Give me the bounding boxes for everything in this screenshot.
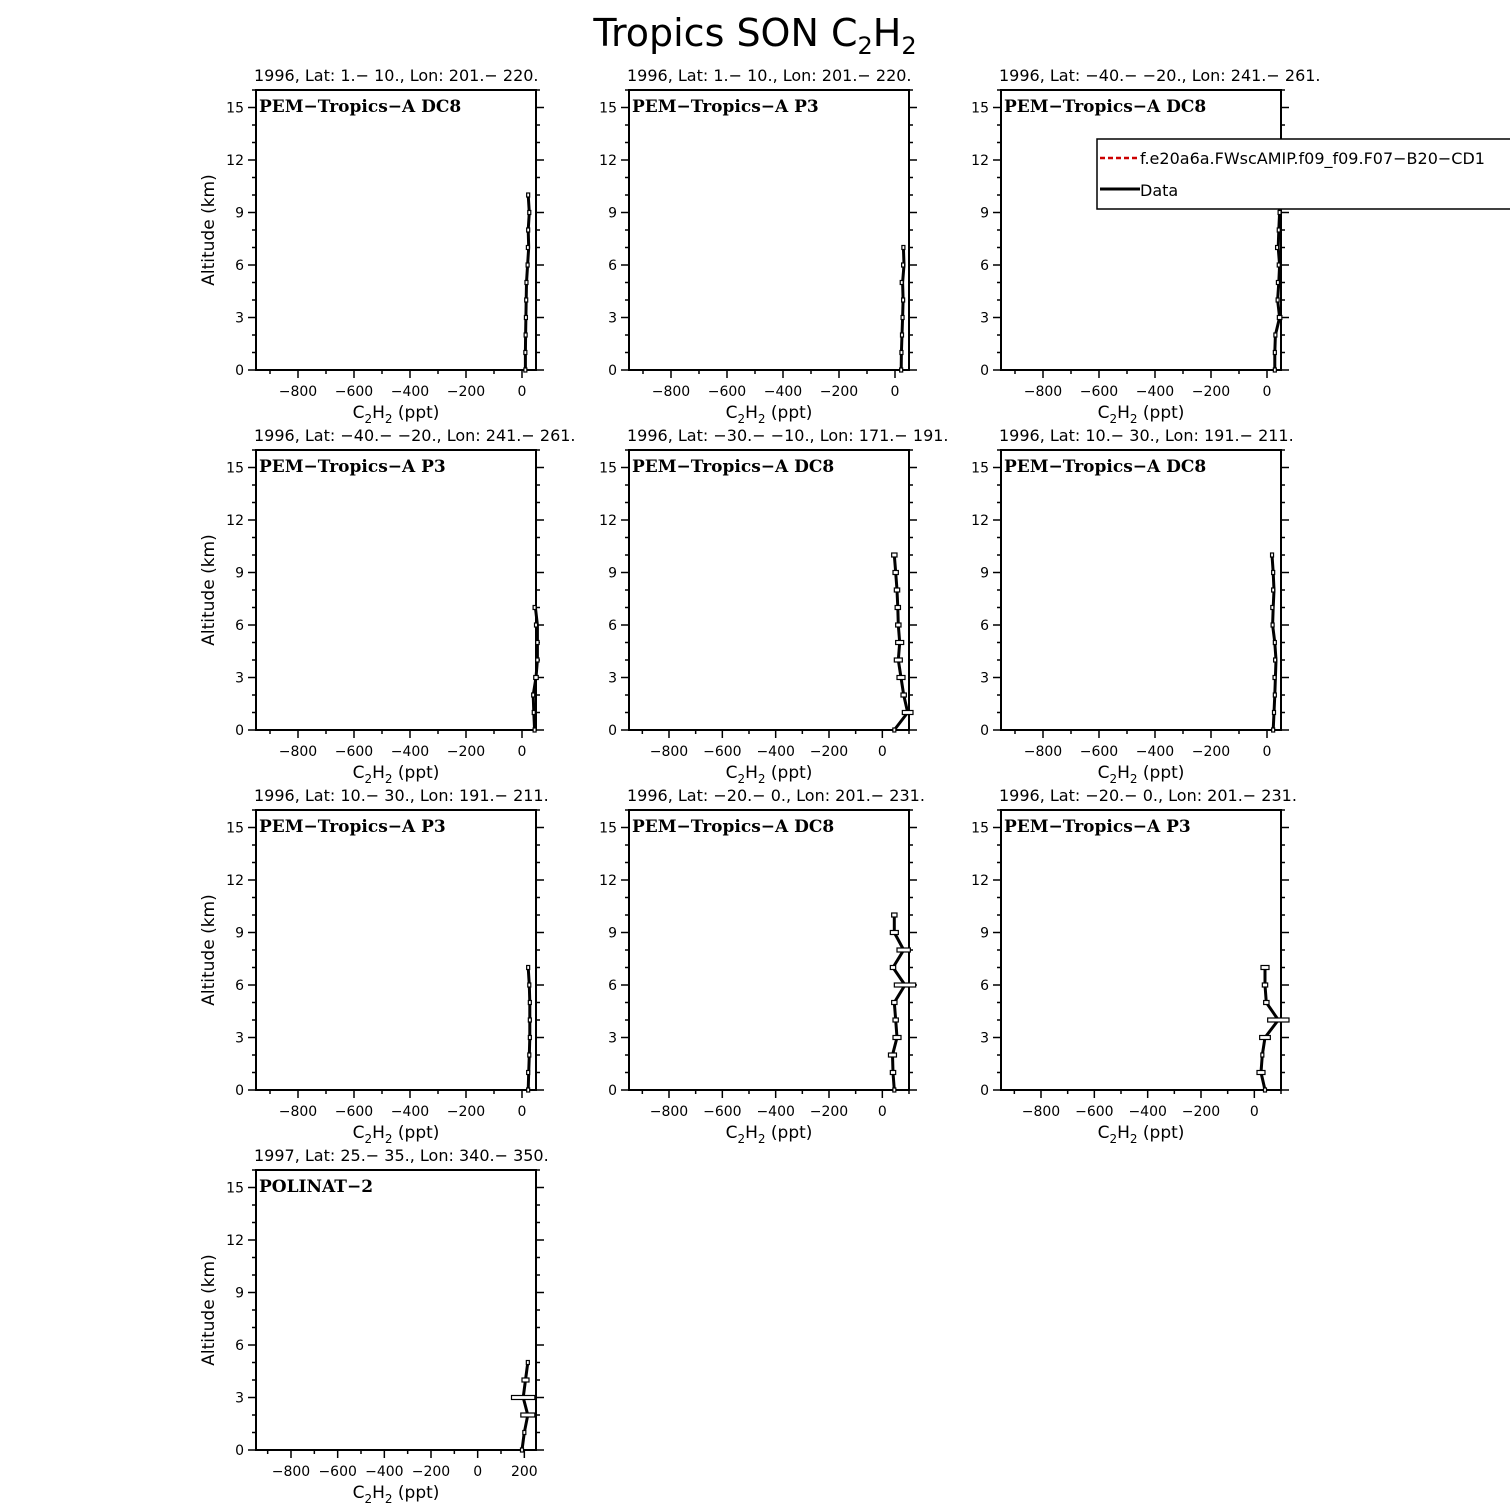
y-tick-label: 0 [608, 723, 617, 739]
x-tick-label: −600 [318, 1464, 357, 1480]
plot-frame [256, 450, 536, 730]
y-axis-label: Altitude (km) [199, 174, 219, 286]
x-tick-label: −200 [1191, 744, 1231, 760]
data-point [893, 1036, 901, 1040]
y-tick-label: 9 [235, 1285, 244, 1302]
data-point [523, 1431, 526, 1435]
x-tick-label: −200 [819, 384, 859, 400]
y-tick-label: 15 [971, 820, 989, 837]
panel-8 [599, 786, 925, 1146]
data-point [901, 333, 904, 337]
x-tick-label: 0 [517, 1104, 527, 1120]
data-point [893, 1018, 898, 1022]
x-tick-label: −800 [649, 1104, 689, 1120]
data-point [890, 931, 898, 935]
data-point [534, 676, 538, 680]
y-tick-label: 12 [226, 513, 244, 529]
y-tick-label: 12 [599, 513, 617, 529]
plot-frame [256, 1170, 536, 1450]
data-point [895, 606, 900, 610]
data-point [535, 623, 538, 627]
y-tick-label: 15 [226, 820, 244, 837]
panel-title: 1996, Lat: 10.− 30., Lon: 191.− 211. [999, 426, 1294, 445]
panel-9 [971, 786, 1297, 1146]
data-point [528, 1001, 531, 1005]
data-point [521, 1413, 535, 1417]
x-tick-label: −400 [756, 744, 795, 760]
x-tick-label: −200 [446, 384, 486, 400]
y-tick-label: 0 [235, 1083, 244, 1099]
panel-title: 1996, Lat: −40.− −20., Lon: 241.− 261. [999, 66, 1321, 85]
x-axis-label: $C_2H_2$ (ppt) [725, 763, 813, 786]
y-tick-label: 6 [235, 618, 244, 634]
data-point [525, 298, 528, 302]
y-tick-label: 9 [235, 205, 244, 222]
data-point [1276, 298, 1279, 302]
x-tick-label: −400 [390, 744, 430, 760]
data-point [536, 641, 539, 645]
y-tick-label: 0 [235, 1443, 244, 1459]
x-axis-label: $C_2H_2$ (ppt) [1097, 403, 1185, 426]
y-tick-label: 6 [980, 618, 989, 634]
data-point [528, 211, 531, 215]
campaign-label: PEM−Tropics−A P3 [259, 457, 446, 477]
data-point [524, 351, 527, 355]
y-axis-label: Altitude (km) [199, 1254, 219, 1366]
data-point [1277, 263, 1280, 267]
x-tick-label: −600 [703, 744, 742, 760]
data-point [528, 1036, 531, 1040]
data-point [897, 676, 905, 680]
data-point [1261, 966, 1269, 970]
data-point [893, 728, 896, 732]
data-point [892, 553, 897, 557]
x-axis-label: $C_2H_2$ (ppt) [352, 763, 440, 786]
x-tick-label: −200 [1191, 384, 1231, 400]
y-tick-label: 6 [980, 978, 989, 994]
data-point [521, 1448, 524, 1452]
data-point [1277, 228, 1280, 232]
x-tick-label: −800 [278, 1104, 318, 1120]
data-point [1264, 1001, 1269, 1005]
y-tick-label: 0 [980, 363, 989, 379]
data-point [902, 298, 905, 302]
panel-title: 1996, Lat: −30.− −10., Lon: 171.− 191. [627, 426, 949, 445]
data-point [1271, 606, 1274, 610]
plot-frame [629, 90, 909, 370]
y-tick-label: 9 [608, 565, 617, 582]
data-point [1277, 316, 1281, 320]
data-point [527, 1071, 530, 1075]
data-point [512, 1396, 535, 1400]
plot-frame [629, 450, 909, 730]
y-tick-label: 3 [608, 310, 617, 327]
data-point [892, 913, 897, 917]
data-point [527, 966, 530, 970]
plot-frame [256, 90, 536, 370]
panel-4 [199, 426, 576, 786]
x-axis-label: $C_2H_2$ (ppt) [352, 1123, 440, 1146]
data-point [888, 1053, 896, 1057]
data-point [532, 693, 535, 697]
data-point [527, 228, 530, 232]
data-point [528, 1053, 531, 1057]
data-point [892, 1001, 897, 1005]
y-tick-label: 3 [608, 1030, 617, 1047]
legend [1097, 139, 1510, 209]
campaign-label: PEM−Tropics−A P3 [1004, 817, 1191, 837]
x-tick-label: 200 [510, 1464, 538, 1480]
y-tick-label: 6 [235, 258, 244, 274]
x-tick-label: 0 [890, 384, 900, 400]
campaign-label: PEM−Tropics−A P3 [632, 97, 819, 117]
data-point [897, 948, 910, 952]
data-point [524, 368, 527, 372]
data-point [894, 983, 915, 987]
data-point [1272, 728, 1275, 732]
y-tick-label: 3 [608, 670, 617, 687]
y-tick-label: 12 [971, 153, 989, 169]
x-tick-label: −800 [278, 744, 318, 760]
x-tick-label: 0 [517, 744, 527, 760]
x-tick-label: −200 [809, 1104, 849, 1120]
x-tick-label: −200 [809, 744, 849, 760]
campaign-label: PEM−Tropics−A DC8 [632, 817, 835, 837]
data-point [522, 1378, 529, 1382]
y-tick-label: 15 [599, 100, 617, 117]
y-tick-label: 12 [226, 153, 244, 169]
panel-5 [599, 426, 948, 786]
panel-title: 1996, Lat: 10.− 30., Lon: 191.− 211. [254, 786, 549, 805]
x-tick-label: −800 [1023, 744, 1063, 760]
data-point [1276, 281, 1279, 285]
x-axis-label: $C_2H_2$ (ppt) [725, 1123, 813, 1146]
data-point [527, 193, 530, 197]
plot-frame [256, 810, 536, 1090]
y-tick-label: 12 [971, 873, 989, 889]
data-point [896, 641, 904, 645]
y-tick-label: 9 [980, 565, 989, 582]
panel-title: 1996, Lat: −20.− 0., Lon: 201.− 231. [999, 786, 1297, 805]
panel-2 [599, 66, 917, 426]
data-point [524, 333, 527, 337]
x-tick-label: −200 [446, 1104, 486, 1120]
data-point [1260, 1036, 1271, 1040]
x-axis-label: $C_2H_2$ (ppt) [1097, 1123, 1185, 1146]
y-tick-label: 0 [980, 723, 989, 739]
data-point [526, 246, 529, 250]
y-tick-label: 9 [235, 925, 244, 942]
x-tick-label: −800 [651, 384, 691, 400]
y-tick-label: 12 [226, 873, 244, 889]
data-point [533, 728, 536, 732]
y-tick-label: 12 [971, 513, 989, 529]
data-point [1271, 553, 1274, 557]
data-point [533, 606, 536, 610]
y-axis-label: Altitude (km) [199, 534, 219, 646]
x-tick-label: −200 [1181, 1104, 1221, 1120]
x-tick-label: −600 [707, 384, 747, 400]
campaign-label: PEM−Tropics−A DC8 [632, 457, 835, 477]
x-axis-label: $C_2H_2$ (ppt) [352, 1483, 440, 1506]
y-tick-label: 12 [599, 153, 617, 169]
y-tick-label: 15 [599, 820, 617, 837]
data-point [526, 1361, 529, 1365]
x-tick-label: −400 [763, 384, 803, 400]
campaign-label: POLINAT−2 [259, 1177, 374, 1197]
data-point [894, 588, 899, 592]
panels [199, 66, 1321, 1506]
y-tick-label: 0 [235, 363, 244, 379]
y-tick-label: 3 [980, 1030, 989, 1047]
y-tick-label: 3 [235, 1030, 244, 1047]
x-tick-label: −400 [1135, 744, 1175, 760]
x-tick-label: −600 [703, 1104, 742, 1120]
data-point [1272, 588, 1275, 592]
data-point [901, 316, 904, 320]
panel-title: 1997, Lat: 25.− 35., Lon: 340.− 350. [254, 1146, 549, 1165]
data-point [902, 263, 905, 267]
data-point [524, 316, 527, 320]
data-point [896, 623, 901, 627]
data-point [893, 1088, 896, 1092]
data-point [1274, 658, 1277, 662]
data-point [890, 1071, 895, 1075]
y-tick-label: 15 [971, 460, 989, 477]
y-tick-label: 9 [608, 205, 617, 222]
x-tick-label: −600 [334, 384, 374, 400]
x-tick-label: 0 [1262, 384, 1272, 400]
data-point [894, 658, 902, 662]
x-tick-label: 0 [1249, 1104, 1259, 1120]
x-tick-label: −800 [278, 384, 318, 400]
x-axis-label: $C_2H_2$ (ppt) [725, 403, 813, 426]
y-tick-label: 0 [608, 363, 617, 379]
y-tick-label: 12 [599, 873, 617, 889]
data-point [1268, 1018, 1289, 1022]
y-tick-label: 3 [980, 670, 989, 687]
panel-title: 1996, Lat: −20.− 0., Lon: 201.− 231. [627, 786, 925, 805]
data-line [522, 1363, 528, 1451]
x-tick-label: −600 [1079, 744, 1119, 760]
x-axis-label: $C_2H_2$ (ppt) [352, 403, 440, 426]
plot-frame [1001, 450, 1281, 730]
y-tick-label: 12 [226, 1233, 244, 1249]
y-tick-label: 9 [608, 925, 617, 942]
x-tick-label: −200 [411, 1464, 451, 1480]
data-point [527, 1088, 530, 1092]
data-point [536, 658, 539, 662]
data-point [526, 263, 529, 267]
x-tick-label: −800 [1023, 384, 1063, 400]
x-tick-label: 0 [877, 1104, 887, 1120]
data-point [1272, 571, 1275, 575]
x-tick-label: −800 [1021, 1104, 1061, 1120]
y-tick-label: 9 [980, 925, 989, 942]
plot-frame [1001, 90, 1281, 370]
y-tick-label: 3 [980, 310, 989, 327]
campaign-label: PEM−Tropics−A DC8 [259, 97, 462, 117]
panel-10 [199, 1146, 549, 1506]
data-point [1262, 983, 1267, 987]
data-point [525, 281, 528, 285]
y-tick-label: 0 [608, 1083, 617, 1099]
data-point [1273, 676, 1276, 680]
x-tick-label: −800 [649, 744, 689, 760]
y-tick-label: 6 [608, 618, 617, 634]
x-tick-label: −400 [390, 1104, 430, 1120]
panel-title: 1996, Lat: 1.− 10., Lon: 201.− 220. [627, 66, 912, 85]
y-tick-label: 0 [235, 723, 244, 739]
x-tick-label: −400 [390, 384, 430, 400]
data-point [900, 351, 903, 355]
plot-frame [629, 810, 909, 1090]
y-tick-label: 6 [608, 978, 617, 994]
x-tick-label: −400 [756, 1104, 795, 1120]
y-tick-label: 9 [980, 205, 989, 222]
y-tick-label: 3 [235, 1390, 244, 1407]
campaign-label: PEM−Tropics−A P3 [259, 817, 446, 837]
data-point [1274, 333, 1277, 337]
panel-1 [199, 66, 544, 426]
data-point [1257, 1071, 1265, 1075]
campaign-label: PEM−Tropics−A DC8 [1004, 457, 1207, 477]
data-point [1273, 351, 1276, 355]
x-tick-label: −400 [1135, 384, 1175, 400]
y-tick-label: 3 [235, 670, 244, 687]
data-point [528, 1018, 531, 1022]
x-tick-label: −600 [334, 744, 374, 760]
x-tick-label: 0 [517, 384, 527, 400]
data-point [1273, 368, 1276, 372]
x-tick-label: 0 [473, 1464, 483, 1480]
plot-frame [1001, 810, 1281, 1090]
panel-title: 1996, Lat: −40.− −20., Lon: 241.− 261. [254, 426, 576, 445]
data-point [1273, 711, 1276, 715]
y-tick-label: 3 [235, 310, 244, 327]
data-point [900, 281, 903, 285]
data-point [1271, 623, 1274, 627]
x-tick-label: −200 [446, 744, 486, 760]
data-point [1278, 211, 1281, 215]
data-point [1273, 641, 1276, 645]
figure-title: Tropics SON $C_2H_2$ [593, 11, 917, 60]
y-tick-label: 6 [235, 1338, 244, 1354]
panel-7 [199, 786, 549, 1146]
y-axis-label: Altitude (km) [199, 894, 219, 1006]
data-point [901, 693, 906, 697]
y-tick-label: 15 [226, 100, 244, 117]
panel-6 [971, 426, 1294, 786]
data-point [1276, 246, 1279, 250]
data-point [532, 711, 535, 715]
y-tick-label: 0 [980, 1083, 989, 1099]
data-point [1264, 1088, 1267, 1092]
data-point [1261, 1053, 1264, 1057]
data-point [893, 571, 898, 575]
data-point [528, 983, 531, 987]
y-tick-label: 15 [971, 100, 989, 117]
y-tick-label: 9 [235, 565, 244, 582]
panel-title: 1996, Lat: 1.− 10., Lon: 201.− 220. [254, 66, 539, 85]
x-tick-label: −600 [334, 1104, 374, 1120]
x-tick-label: −800 [271, 1464, 311, 1480]
x-tick-label: 0 [877, 744, 887, 760]
y-tick-label: 6 [980, 258, 989, 274]
panel-3 [971, 66, 1320, 426]
y-tick-label: 6 [235, 978, 244, 994]
legend-model-label: f.e20a6a.FWscAMIP.f09_f09.F07−B20−CD1 [1140, 149, 1485, 168]
data-point [902, 711, 913, 715]
legend-data-label: Data [1140, 181, 1179, 200]
x-axis-label: $C_2H_2$ (ppt) [1097, 763, 1185, 786]
campaign-label: PEM−Tropics−A DC8 [1004, 97, 1207, 117]
data-point [900, 368, 903, 372]
y-tick-label: 15 [226, 460, 244, 477]
data-point [902, 246, 905, 250]
x-tick-label: −600 [1075, 1104, 1114, 1120]
x-tick-label: −400 [1128, 1104, 1167, 1120]
y-tick-label: 6 [608, 258, 617, 274]
x-tick-label: 0 [1262, 744, 1272, 760]
y-tick-label: 15 [226, 1180, 244, 1197]
x-tick-label: −600 [1079, 384, 1119, 400]
data-point [1273, 693, 1276, 697]
y-tick-label: 15 [599, 460, 617, 477]
data-point [890, 966, 895, 970]
x-tick-label: −400 [365, 1464, 404, 1480]
